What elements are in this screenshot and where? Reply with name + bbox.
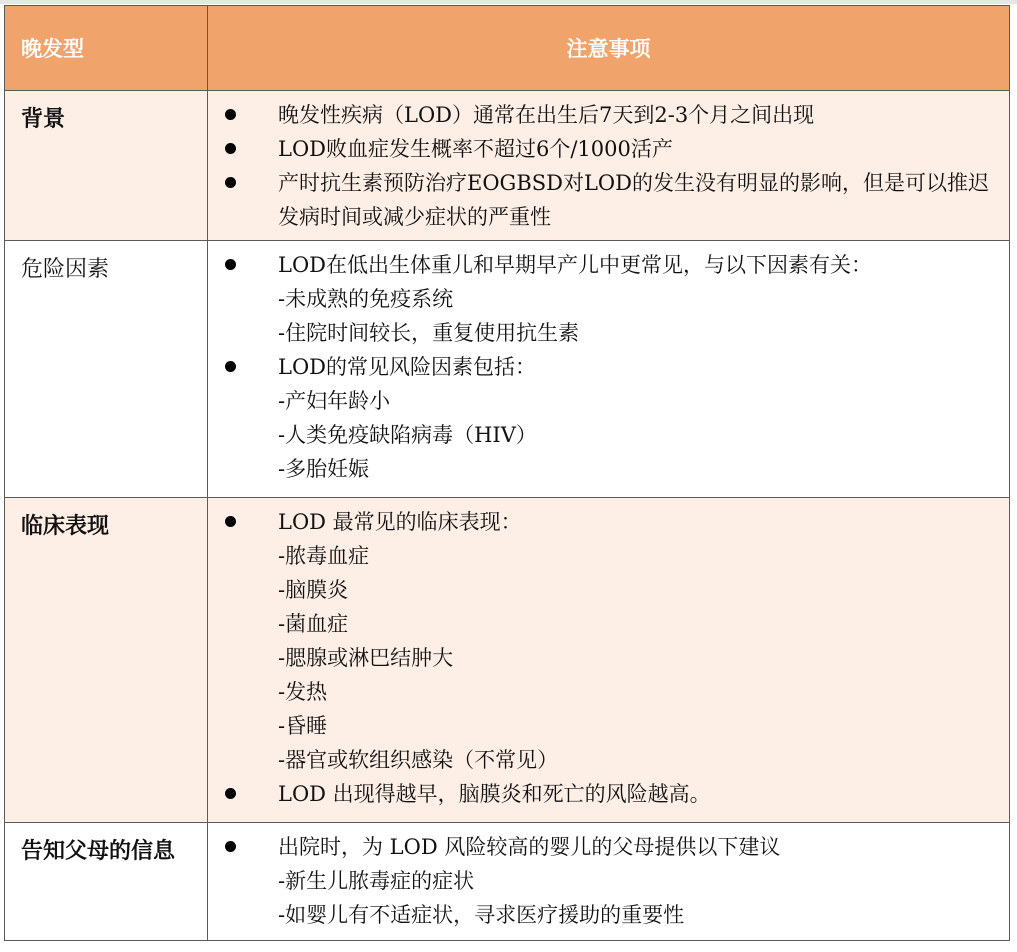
sub-item: -脑膜炎: [278, 578, 349, 602]
row-clinical: [5, 498, 1010, 823]
bullet-item: LOD 出现得越早，脑膜炎和死亡的风险越高。: [208, 777, 999, 811]
bullet-item: LOD 最常见的临床表现：: [208, 505, 999, 539]
sub-item: -未成熟的免疫系统: [278, 287, 454, 311]
sub-item: -菌血症: [278, 612, 349, 636]
bullet-item: LOD在低出生体重儿和早期早产儿中更常见，与以下因素有关：: [208, 248, 999, 282]
row-label-parents-info: 告知父母的信息: [5, 823, 208, 941]
row-label-risk-factors: 危险因素: [5, 241, 208, 498]
row-content-clinical: [208, 498, 1010, 823]
late-onset-table: [4, 5, 1010, 941]
row-background: [5, 91, 1010, 241]
bullet-item: 出院时，为 LOD 风险较高的婴儿的父母提供以下建议: [208, 830, 999, 864]
header-col1: 晚发型: [5, 6, 208, 91]
row-content-background: [208, 91, 1010, 241]
row-risk-factors: [5, 241, 1010, 498]
sub-item: -新生儿脓毒症的症状: [278, 869, 475, 893]
row-content-risk-factors: [208, 241, 1010, 498]
sub-item: -人类免疫缺陷病毒（HIV）: [278, 423, 537, 447]
bullet-item: 晚发性疾病（LOD）通常在出生后7天到2-3个月之间出现: [208, 98, 999, 132]
bullet-item: 产时抗生素预防治疗EOGBSD对LOD的发生没有明显的影响，但是可以推迟发病时间或减少症状的严重性: [208, 166, 999, 234]
header-col2: 注意事项: [208, 6, 1010, 91]
sub-item: -器官或软组织感染（不常见）: [278, 748, 559, 772]
table-header-row: [5, 6, 1010, 91]
top-border-line: [0, 0, 1017, 4]
bullet-item: LOD败血症发生概率不超过6个/1000活产: [208, 132, 999, 166]
row-label-clinical: 临床表现: [5, 498, 208, 823]
sub-item: -多胎妊娠: [278, 457, 370, 481]
sub-item: -腮腺或淋巴结肿大: [278, 646, 454, 670]
row-label-background: 背景: [5, 91, 208, 241]
sub-item: -发热: [278, 680, 328, 704]
row-content-parents-info: [208, 823, 1010, 941]
sub-item: -昏睡: [278, 714, 328, 738]
bullet-item: LOD的常见风险因素包括：: [208, 350, 999, 384]
sub-item: -住院时间较长，重复使用抗生素: [278, 321, 580, 345]
sub-item: -产妇年龄小: [278, 389, 391, 413]
sub-item: -脓毒血症: [278, 544, 370, 568]
row-parents-info: [5, 823, 1010, 941]
sub-item: -如婴儿有不适症状，寻求医疗援助的重要性: [278, 903, 685, 927]
